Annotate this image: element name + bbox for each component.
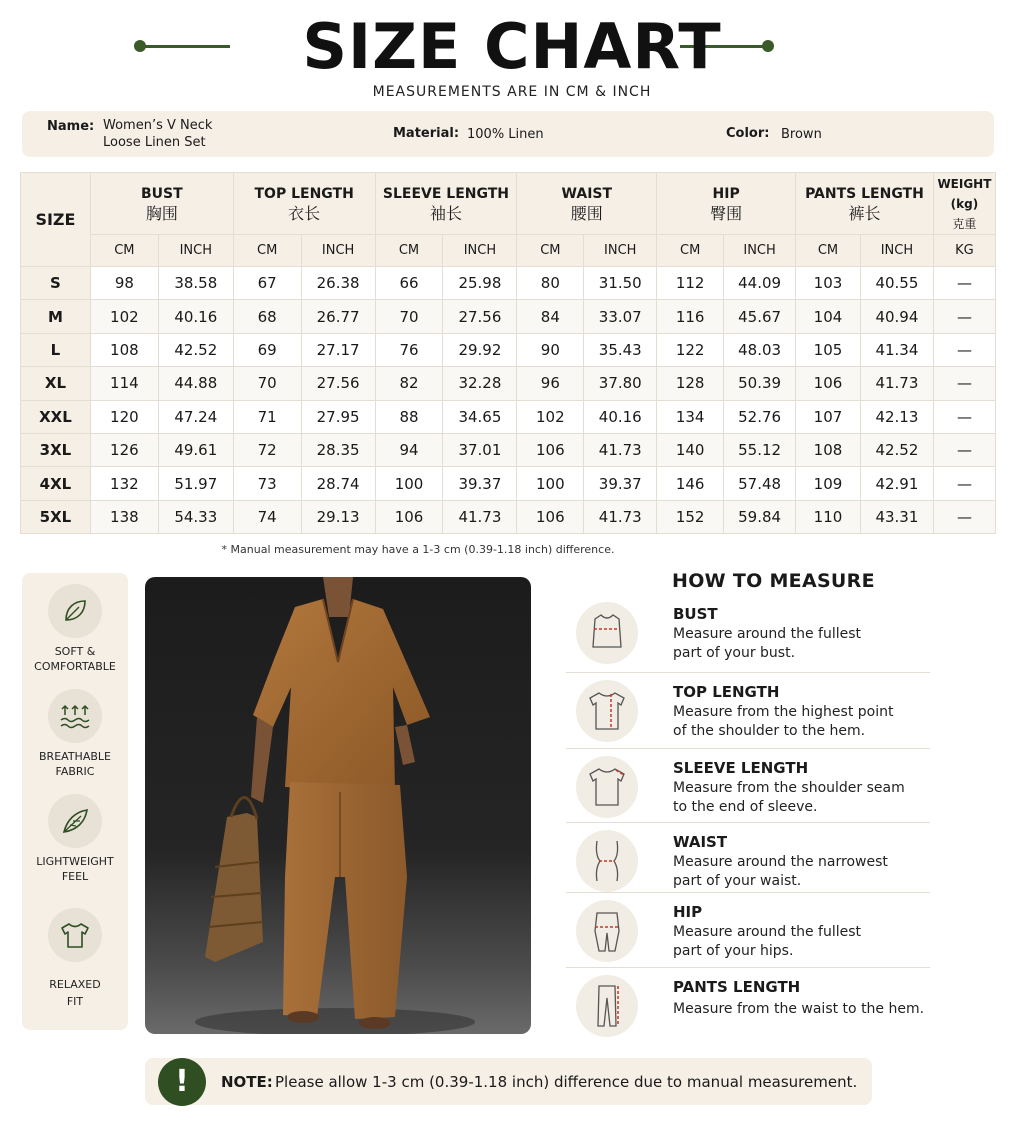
waist-header: [517, 173, 657, 235]
pants-length-header: [796, 173, 934, 235]
measure-item-desc-line1: Measure around the narrowest: [673, 854, 888, 870]
table-cell: —: [933, 400, 995, 433]
table-cell: 120: [90, 400, 158, 433]
features-panel: [22, 573, 128, 1030]
table-cell: 31.50: [584, 267, 657, 300]
size-cell: 3XL: [21, 433, 91, 466]
table-cell: 132: [90, 467, 158, 500]
feature-soft-line1: SOFT &: [54, 645, 96, 658]
measure-item-desc-line2: part of your hips.: [673, 943, 794, 959]
unit-inch-header: INCH: [301, 235, 375, 267]
table-cell: 74: [233, 500, 301, 533]
bust-header: [90, 173, 233, 235]
table-cell: 146: [657, 467, 724, 500]
table-cell: 40.16: [584, 400, 657, 433]
divider: [566, 967, 930, 968]
table-cell: 40.55: [860, 267, 933, 300]
table-cell: 67: [233, 267, 301, 300]
table-cell: 126: [90, 433, 158, 466]
top-length-header-zh: 衣长: [288, 203, 321, 223]
unit-row: [21, 235, 996, 267]
table-cell: 37.80: [584, 367, 657, 400]
hip-header-en: HIP: [712, 185, 740, 202]
bust-header-zh: 胸围: [145, 203, 178, 223]
table-cell: 44.88: [158, 367, 233, 400]
unit-cm-header: CM: [233, 235, 301, 267]
table-cell: 55.12: [724, 433, 796, 466]
unit-cm-header: CM: [517, 235, 584, 267]
table-cell: 49.61: [158, 433, 233, 466]
bust-diagram-icon: [576, 602, 638, 664]
table-cell: 122: [657, 333, 724, 366]
unit-inch-header: INCH: [724, 235, 796, 267]
table-cell: 32.28: [443, 367, 517, 400]
table-row: [21, 367, 996, 400]
table-row: [21, 400, 996, 433]
size-cell: XL: [21, 367, 91, 400]
note-text: Please allow 1-3 cm (0.39-1.18 inch) difference due to manual measurement.: [275, 1073, 858, 1091]
table-cell: 102: [90, 300, 158, 333]
footnote: * Manual measurement may have a 1-3 cm (0.39-1.18 inch) difference.: [221, 543, 615, 556]
table-cell: 41.73: [584, 500, 657, 533]
hip-header: [657, 173, 796, 235]
measure-item-title: SLEEVE LENGTH: [673, 759, 809, 777]
divider: [566, 748, 930, 749]
measure-item-desc-line1: Measure around the fullest: [673, 626, 862, 642]
table-cell: 66: [375, 267, 443, 300]
weight-header: [933, 173, 995, 235]
table-cell: 112: [657, 267, 724, 300]
header: [0, 8, 1024, 100]
table-cell: 69: [233, 333, 301, 366]
feature-lightweight-line2: FEEL: [61, 870, 89, 883]
table-cell: 109: [796, 467, 861, 500]
table-cell: 48.03: [724, 333, 796, 366]
table-cell: 59.84: [724, 500, 796, 533]
feature-relaxed: [22, 908, 128, 1010]
table-cell: —: [933, 500, 995, 533]
table-cell: 114: [90, 367, 158, 400]
table-cell: 42.91: [860, 467, 933, 500]
feature-breathable-line1: BREATHABLE: [39, 750, 111, 763]
table-cell: 68: [233, 300, 301, 333]
table-cell: 44.09: [724, 267, 796, 300]
size-cell: L: [21, 333, 91, 366]
table-cell: 72: [233, 433, 301, 466]
table-row: [21, 433, 996, 466]
table-cell: 40.94: [860, 300, 933, 333]
table-cell: 47.24: [158, 400, 233, 433]
unit-cm-header: CM: [796, 235, 861, 267]
table-cell: 40.16: [158, 300, 233, 333]
feature-lightweight-line1: LIGHTWEIGHT: [36, 855, 114, 868]
table-row: [21, 300, 996, 333]
table-cell: 27.17: [301, 333, 375, 366]
weight-header-line1: WEIGHT: [937, 176, 992, 191]
product-photo: [145, 577, 531, 1034]
table-cell: 52.76: [724, 400, 796, 433]
table-cell: 27.56: [301, 367, 375, 400]
table-cell: —: [933, 367, 995, 400]
table-cell: 102: [517, 400, 584, 433]
sleeve-length-header-en: SLEEVE LENGTH: [382, 185, 510, 202]
sleeve-length-header: [375, 173, 517, 235]
divider: [566, 892, 930, 893]
table-cell: 100: [517, 467, 584, 500]
table-cell: 35.43: [584, 333, 657, 366]
unit-inch-header: INCH: [443, 235, 517, 267]
table-cell: 106: [517, 433, 584, 466]
table-row: [21, 267, 996, 300]
table-cell: 134: [657, 400, 724, 433]
material-label: Material:: [393, 126, 460, 141]
table-cell: 103: [796, 267, 861, 300]
table-cell: 110: [796, 500, 861, 533]
table-cell: 41.34: [860, 333, 933, 366]
table-cell: 37.01: [443, 433, 517, 466]
measure-item-desc-line1: Measure around the fullest: [673, 924, 862, 940]
table-cell: 140: [657, 433, 724, 466]
bottom-note: [145, 1058, 872, 1105]
size-cell: M: [21, 300, 91, 333]
top-length-header: [233, 173, 375, 235]
measure-item-desc-line1: Measure from the waist to the hem.: [673, 1001, 925, 1017]
table-cell: —: [933, 333, 995, 366]
bust-header-en: BUST: [141, 185, 183, 202]
table-cell: 107: [796, 400, 861, 433]
table-cell: 82: [375, 367, 443, 400]
table-cell: 116: [657, 300, 724, 333]
weight-header-line3: 克重: [952, 216, 977, 231]
table-cell: 25.98: [443, 267, 517, 300]
table-cell: 41.73: [860, 367, 933, 400]
page-title: SIZE CHART: [302, 10, 722, 83]
name-label: Name:: [47, 119, 95, 134]
table-cell: 106: [375, 500, 443, 533]
table-cell: 128: [657, 367, 724, 400]
table-cell: 84: [517, 300, 584, 333]
table-cell: 41.73: [584, 433, 657, 466]
table-cell: 42.13: [860, 400, 933, 433]
pants-length-header-en: PANTS LENGTH: [805, 185, 924, 202]
feature-soft: [22, 584, 128, 674]
table-cell: 39.37: [584, 467, 657, 500]
waist-diagram-icon: [576, 830, 638, 892]
unit-inch-header: INCH: [584, 235, 657, 267]
table-row: [21, 500, 996, 533]
sleeve-length-header-zh: 袖长: [429, 203, 462, 223]
pants-length-header-zh: 裤长: [848, 203, 881, 223]
measure-item-desc-line2: part of your bust.: [673, 645, 796, 661]
feature-relaxed-line1: RELAXED: [49, 978, 101, 991]
feature-soft-line2: COMFORTABLE: [34, 660, 116, 673]
weight-header-line2: (kg): [950, 196, 979, 211]
table-cell: 38.58: [158, 267, 233, 300]
table-cell: 27.95: [301, 400, 375, 433]
table-cell: 88: [375, 400, 443, 433]
table-cell: 108: [796, 433, 861, 466]
size-cell: S: [21, 267, 91, 300]
table-cell: 41.73: [443, 500, 517, 533]
table-cell: 57.48: [724, 467, 796, 500]
unit-cm-header: CM: [657, 235, 724, 267]
waist-header-en: WAIST: [561, 185, 613, 202]
size-table-body: [21, 267, 996, 534]
table-cell: 28.74: [301, 467, 375, 500]
table-row: [21, 333, 996, 366]
measure-item-desc-line1: Measure from the shoulder seam: [673, 780, 905, 796]
waist-header-zh: 腰围: [570, 203, 603, 223]
feature-breathable-line2: FABRIC: [55, 765, 95, 778]
hip-header-zh: 臀围: [710, 203, 743, 223]
table-cell: 71: [233, 400, 301, 433]
measure-item-title: PANTS LENGTH: [673, 978, 801, 996]
divider: [566, 672, 930, 673]
table-cell: 26.77: [301, 300, 375, 333]
material-value: 100% Linen: [467, 127, 544, 142]
leaf-icon: [48, 584, 102, 638]
unit-cm-header: CM: [90, 235, 158, 267]
feature-lightweight: [22, 794, 128, 884]
hip-diagram-icon: [576, 900, 638, 962]
sleeve-diagram-icon: [576, 756, 638, 818]
unit-inch-header: INCH: [860, 235, 933, 267]
measure-item-title: BUST: [673, 605, 718, 623]
table-cell: 98: [90, 267, 158, 300]
table-cell: 39.37: [443, 467, 517, 500]
table-cell: 43.31: [860, 500, 933, 533]
measure-item-title: TOP LENGTH: [673, 683, 780, 701]
table-cell: 100: [375, 467, 443, 500]
table-cell: 45.67: [724, 300, 796, 333]
name-value-line1: Women’s V Neck: [103, 118, 213, 133]
table-cell: 51.97: [158, 467, 233, 500]
table-cell: 94: [375, 433, 443, 466]
table-cell: —: [933, 267, 995, 300]
how-to-measure-title: HOW TO MEASURE: [672, 570, 875, 592]
pants-diagram-icon: [576, 975, 638, 1037]
table-cell: 42.52: [860, 433, 933, 466]
table-cell: 152: [657, 500, 724, 533]
name-value-line2: Loose Linen Set: [103, 135, 206, 150]
product-info-bar: [22, 111, 994, 157]
divider: [566, 822, 930, 823]
measure-item-desc-line1: Measure from the highest point: [673, 704, 894, 720]
table-cell: 106: [517, 500, 584, 533]
measure-item-title: WAIST: [673, 833, 728, 851]
color-value: Brown: [781, 127, 822, 142]
table-cell: —: [933, 433, 995, 466]
size-cell: XXL: [21, 400, 91, 433]
table-cell: 80: [517, 267, 584, 300]
table-cell: 104: [796, 300, 861, 333]
table-cell: —: [933, 300, 995, 333]
table-cell: 106: [796, 367, 861, 400]
measure-item-desc-line2: part of your waist.: [673, 873, 802, 889]
feather-icon: [48, 794, 102, 848]
measure-item-desc-line2: of the shoulder to the hem.: [673, 723, 866, 739]
table-cell: 138: [90, 500, 158, 533]
table-cell: 50.39: [724, 367, 796, 400]
unit-cm-header: CM: [375, 235, 443, 267]
measure-item-title: HIP: [673, 903, 703, 921]
table-cell: —: [933, 467, 995, 500]
table-cell: 27.56: [443, 300, 517, 333]
airflow-icon: [48, 689, 102, 743]
measure-item-desc-line2: to the end of sleeve.: [673, 799, 818, 815]
table-cell: 33.07: [584, 300, 657, 333]
size-cell: 5XL: [21, 500, 91, 533]
unit-inch-header: INCH: [158, 235, 233, 267]
size-header: SIZE: [21, 173, 91, 267]
table-cell: 26.38: [301, 267, 375, 300]
top-length-header-en: TOP LENGTH: [254, 185, 354, 202]
table-cell: 90: [517, 333, 584, 366]
table-cell: 34.65: [443, 400, 517, 433]
table-cell: 96: [517, 367, 584, 400]
table-cell: 28.35: [301, 433, 375, 466]
size-cell: 4XL: [21, 467, 91, 500]
color-label: Color:: [726, 126, 770, 141]
feature-relaxed-line2: FIT: [66, 995, 84, 1008]
page-subtitle: MEASUREMENTS ARE IN CM & INCH: [372, 84, 652, 100]
unit-kg-header: KG: [933, 235, 995, 267]
note-label: NOTE:: [221, 1073, 273, 1091]
table-cell: 42.52: [158, 333, 233, 366]
table-cell: 29.13: [301, 500, 375, 533]
exclamation-icon: !: [158, 1058, 206, 1106]
table-cell: 73: [233, 467, 301, 500]
table-cell: 54.33: [158, 500, 233, 533]
table-cell: 105: [796, 333, 861, 366]
size-table: [20, 172, 996, 534]
feature-breathable: [22, 689, 128, 779]
table-cell: 29.92: [443, 333, 517, 366]
table-cell: 108: [90, 333, 158, 366]
table-cell: 70: [233, 367, 301, 400]
table-row: [21, 467, 996, 500]
top-length-diagram-icon: [576, 680, 638, 742]
table-cell: 70: [375, 300, 443, 333]
table-cell: 76: [375, 333, 443, 366]
tshirt-icon: [48, 908, 102, 962]
